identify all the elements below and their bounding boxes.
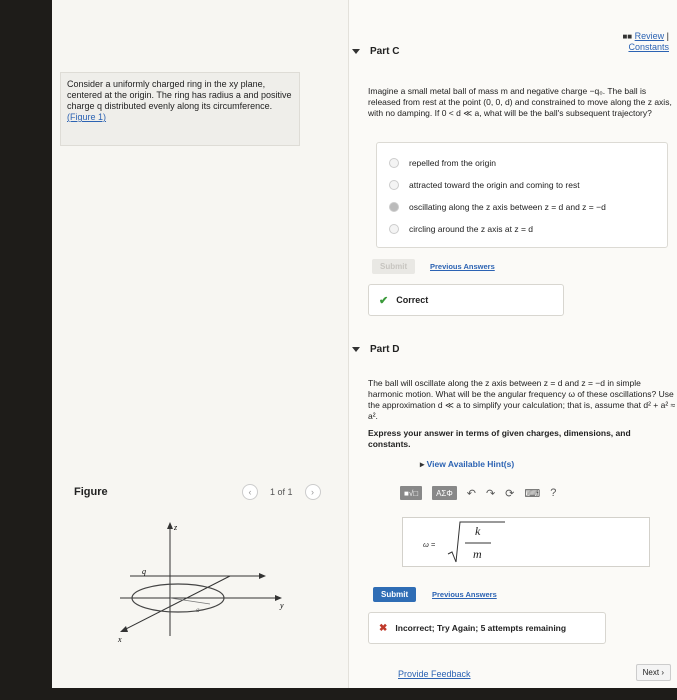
choice-option[interactable] xyxy=(389,158,496,168)
figure-link[interactable]: (Figure 1) xyxy=(67,112,107,122)
choice-label: repelled from the origin xyxy=(409,158,496,168)
x-axis-label: x xyxy=(118,635,122,644)
hint-label: View Available Hint(s) xyxy=(426,459,515,469)
x-axis-arrow xyxy=(120,626,128,632)
part-c-previous-answers-link[interactable]: Previous Answers xyxy=(430,262,495,271)
keyboard-icon[interactable]: ⌨ xyxy=(524,487,541,500)
part-c-question: Imagine a small metal ball of mass m and negative charge −q₀. The ball is released from rest at the point (0, 0, d) and constrained to move along the z axis, with no damping. If 0 < d ≪ a, what will be the ball's subsequent trajectory? xyxy=(368,86,672,118)
z-axis-label: z xyxy=(174,523,178,532)
part-d-feedback xyxy=(368,612,606,644)
review-constants xyxy=(622,31,669,53)
choice-label: oscillating along the z axis between z = d and z = −d xyxy=(409,202,606,212)
check-icon: ✔ xyxy=(379,294,389,307)
y-axis-label: y xyxy=(280,601,284,610)
figure-next-button[interactable]: › xyxy=(305,484,321,500)
part-c-submit-button[interactable]: Submit xyxy=(372,259,415,274)
part-c-title: Part C xyxy=(370,46,400,57)
collapse-triangle-icon[interactable] xyxy=(352,347,360,352)
charge-label: q xyxy=(142,567,146,576)
figure-page-count: 1 of 1 xyxy=(270,487,293,497)
part-d-question: The ball will oscillate along the z axis between z = d and z = −d in simple harmonic motion. What will be the angular frequency ω of these oscillations? Use the approximation d ≪ a to simplify your calculation; that is, assume that d² + a² ≈ a². xyxy=(368,378,676,421)
equation-toolbar xyxy=(400,486,556,500)
figure-title: Figure xyxy=(74,486,108,498)
radio-button[interactable] xyxy=(389,158,399,168)
part-d-instruction: Express your answer in terms of given charges, dimensions, and constants. xyxy=(368,428,631,449)
answer-input-area[interactable] xyxy=(402,517,650,567)
expand-triangle-icon: ▸ xyxy=(420,459,425,469)
collapse-triangle-icon[interactable] xyxy=(352,49,360,54)
part-d-submit-button[interactable]: Submit xyxy=(373,587,416,602)
provide-feedback-link[interactable]: Provide Feedback xyxy=(398,669,471,679)
assignment-screen xyxy=(52,0,677,688)
review-link[interactable]: Review xyxy=(634,31,665,41)
redo-icon[interactable]: ↷ xyxy=(485,487,496,500)
charged-ring-figure xyxy=(112,514,292,644)
figure-prev-button[interactable]: ‹ xyxy=(242,484,258,500)
next-button[interactable]: Next › xyxy=(636,664,671,681)
help-icon[interactable]: ? xyxy=(550,487,557,499)
radio-button[interactable] xyxy=(389,224,399,234)
figure-pager xyxy=(242,484,321,500)
review-icon: ■■ xyxy=(622,32,633,41)
part-d-previous-answers-link[interactable]: Previous Answers xyxy=(432,590,497,599)
problem-statement xyxy=(60,72,300,146)
feedback-incorrect-text: Incorrect; Try Again; 5 attempts remaining xyxy=(395,623,567,633)
radio-button[interactable] xyxy=(389,180,399,190)
ring-axis-arrow xyxy=(259,573,266,579)
choice-option[interactable] xyxy=(389,202,606,212)
z-axis-arrow xyxy=(167,522,173,529)
greek-symbols-button[interactable]: ΑΣΦ xyxy=(432,486,457,500)
part-c-header[interactable] xyxy=(352,46,399,57)
choice-option[interactable] xyxy=(389,180,580,190)
problem-text: Consider a uniformly charged ring in the xy plane, centered at the origin. The ring has radius a and positive charge q distributed evenly along its circumference. xyxy=(67,79,292,111)
feedback-correct-text: Correct xyxy=(396,295,429,305)
header-separator: | xyxy=(666,31,669,41)
choice-label: attracted toward the origin and coming to rest xyxy=(409,180,580,190)
answer-numerator[interactable]: k xyxy=(475,524,481,538)
right-panel xyxy=(352,0,677,688)
answer-label: ω = xyxy=(423,540,436,549)
part-c-feedback xyxy=(368,284,564,316)
view-hints-link[interactable] xyxy=(420,459,514,470)
part-d-header[interactable] xyxy=(352,344,399,355)
choice-option[interactable] xyxy=(389,224,533,234)
constants-link[interactable]: Constants xyxy=(628,42,669,52)
radio-button-selected[interactable] xyxy=(389,202,399,212)
undo-icon[interactable]: ↶ xyxy=(466,487,476,500)
part-c-choices xyxy=(376,142,668,248)
reset-icon[interactable]: ⟳ xyxy=(505,487,515,500)
choice-label: circling around the z axis at z = d xyxy=(409,224,534,234)
radius-label: a xyxy=(196,606,200,614)
answer-denominator[interactable]: m xyxy=(473,547,482,561)
templates-button[interactable]: ■√□ xyxy=(400,486,422,500)
left-panel xyxy=(52,0,349,688)
cross-icon: ✖ xyxy=(379,622,388,634)
part-d-title: Part D xyxy=(370,344,400,355)
